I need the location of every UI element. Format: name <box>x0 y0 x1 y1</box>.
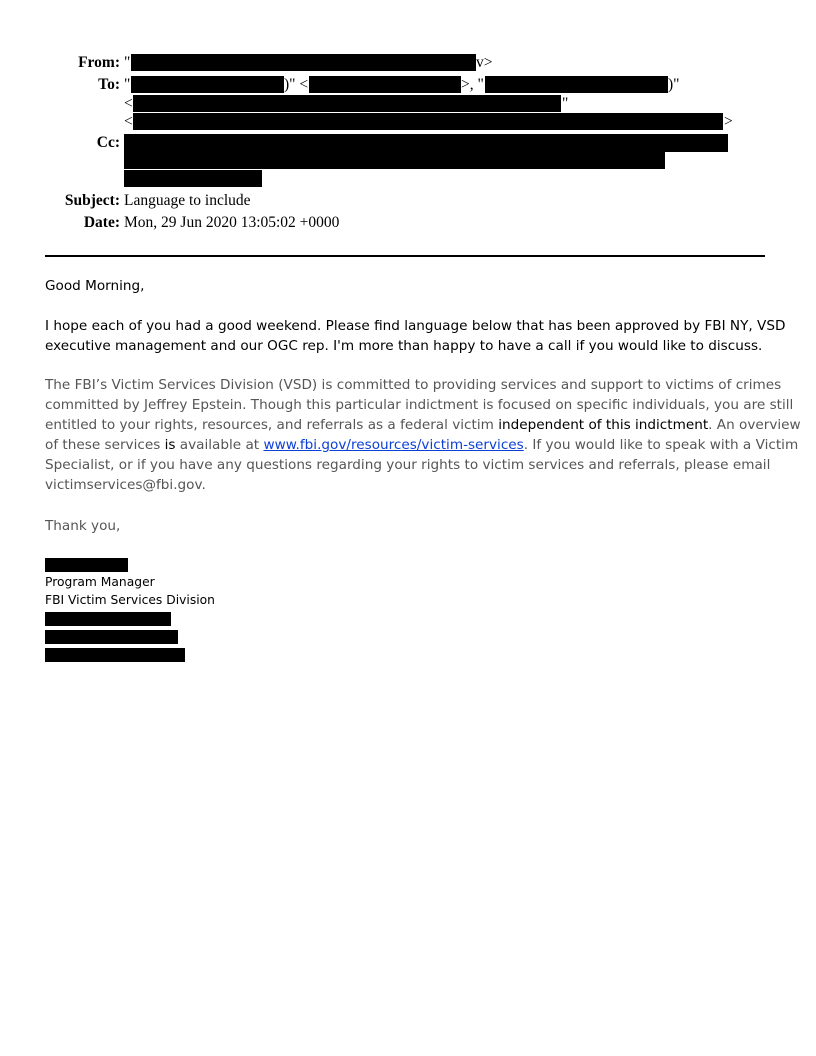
redaction-signature-name <box>45 558 128 572</box>
to-quote: " <box>124 76 131 93</box>
redaction-from-address <box>131 54 476 71</box>
paragraph-2-line-3-a: entitled to your rights, resources, and referrals as a federal victim <box>45 417 499 433</box>
redaction-cc-line-3 <box>124 170 262 187</box>
to-line3-start: < <box>124 113 133 130</box>
redaction-cc-line-1 <box>124 134 728 152</box>
signature-org: FBI Victim Services Division <box>45 593 215 607</box>
date-label: Date: <box>83 214 120 231</box>
redaction-to-line-3 <box>133 113 723 130</box>
greeting: Good Morning, <box>45 278 145 294</box>
subject-label: Subject: <box>64 192 120 209</box>
paragraph-1-line-1: I hope each of you had a good weekend. Please find language below that has been approved by FBI NY, VSD <box>45 318 786 334</box>
paragraph-2-line-3 <box>45 415 801 435</box>
paragraph-1-line-2: executive management and our OGC rep. I'm more than happy to have a call if you would like to discuss. <box>45 338 763 354</box>
paragraph-2-line-4-c: available at <box>175 437 264 453</box>
redaction-signature-line-2 <box>45 630 178 644</box>
to-line2-end: " <box>562 95 569 112</box>
redaction-cc-line-2 <box>124 152 665 169</box>
redaction-signature-line-3 <box>45 648 185 662</box>
paragraph-2-line-1: The FBI’s Victim Services Division (VSD) is committed to providing services and support to victims of crimes <box>45 377 782 393</box>
to-line3-end: > <box>724 113 733 130</box>
date-value: Mon, 29 Jun 2020 13:05:02 +0000 <box>124 214 340 231</box>
paragraph-2-line-2: committed by Jeffrey Epstein. Though this particular indictment is focused on specific individuals, you are still <box>45 397 794 413</box>
to-end: )" <box>668 76 680 93</box>
paragraph-2-line-3-c: . An overview <box>708 417 801 433</box>
paragraph-2-line-3-emph: independent of this indictment <box>498 417 709 433</box>
closing: Thank you, <box>45 518 121 534</box>
redaction-to-line-2 <box>133 95 561 112</box>
from-quote: " <box>124 54 131 71</box>
from-address-tail: v> <box>476 54 493 71</box>
subject-value: Language to include <box>124 192 251 209</box>
to-line2-start: < <box>124 95 133 112</box>
redaction-to-email-1 <box>309 76 461 93</box>
paragraph-2-line-4-d: . If you would like to speak with a Victim <box>523 437 799 453</box>
from-label: From: <box>78 54 120 71</box>
signature-title: Program Manager <box>45 575 155 589</box>
redaction-to-name-1 <box>131 76 284 93</box>
header-divider <box>45 255 765 257</box>
paragraph-2-line-6: victimservices@fbi.gov. <box>45 477 206 493</box>
to-separator-2: >, " <box>461 76 484 93</box>
paragraph-2-line-5: Specialist, or if you have any questions regarding your rights to victim services and referrals, please email <box>45 457 771 473</box>
redaction-to-name-2 <box>485 76 668 93</box>
to-separator-1: )" < <box>284 76 309 93</box>
to-label: To: <box>98 76 120 93</box>
paragraph-2-line-4 <box>45 435 799 455</box>
victim-services-link[interactable]: www.fbi.gov/resources/victim-services <box>263 437 524 453</box>
paragraph-2-line-4-is: is <box>164 437 176 453</box>
cc-label: Cc: <box>96 134 120 151</box>
redaction-signature-line-1 <box>45 612 171 626</box>
paragraph-2-line-4-a: of these services <box>45 437 165 453</box>
